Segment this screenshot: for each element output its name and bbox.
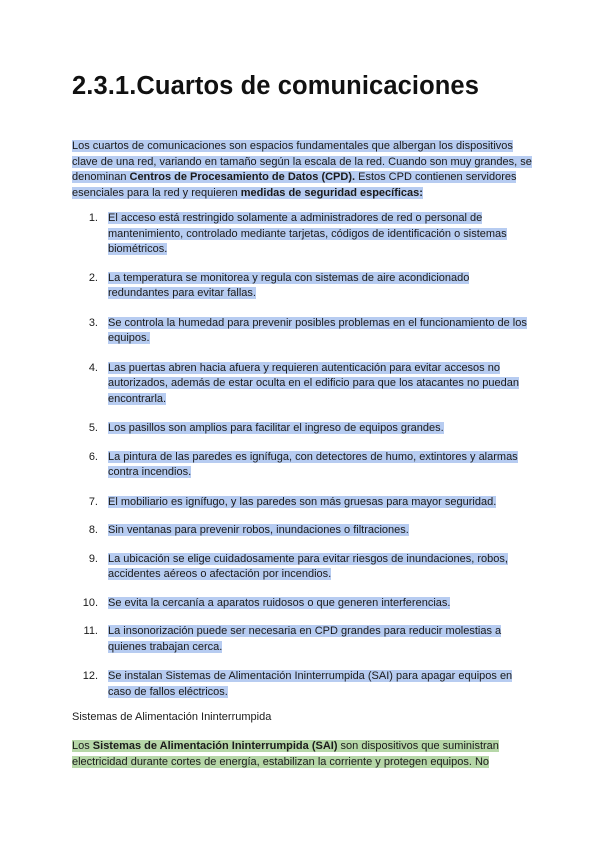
list-item [72,669,532,700]
list-item-text: Se controla la humedad para prevenir posibles problemas en el funcionamiento de los equipos. [108,316,527,344]
sai-text-2: son dispositivos que suministran electricidad durante cortes de energía, estabilizan la corriente y protegen equipos. No [72,740,499,768]
list-item-number: 10. [82,596,98,609]
list-item-text: La insonorización puede ser necesaria en CPD grandes para reducir molestias a quienes trabajan cerca. [108,625,502,653]
list-item-text: La ubicación se elige cuidadosamente para evitar riesgos de inundaciones, robos, accidentes aéreos o afectación por incendios. [108,552,508,580]
list-item [72,495,532,511]
list-item-text: El acceso está restringido solamente a administradores de red o personal de mantenimiento, controlado mediante tarjetas, códigos de identificación o sistemas biométricos. [108,212,507,255]
list-item-text: La temperatura se monitorea y regula con sistemas de aire acondicionado redundantes para evitar fallas. [108,271,470,299]
list-item-number: 5. [88,422,98,434]
list-item [72,596,532,612]
list-item-text: Se evita la cercanía a aparatos ruidosos o que generen interferencias. [108,596,451,609]
list-item [72,624,532,655]
intro-bold-measures: medidas de seguridad específicas: [240,186,423,199]
sai-text-1: Los [72,740,93,752]
sai-subheading: Sistemas de Alimentación Ininterrumpida [72,711,272,723]
sai-paragraph [72,739,532,770]
security-measures-list [72,211,532,700]
list-item-text: Sin ventanas para prevenir robos, inundaciones o filtraciones. [108,524,409,536]
list-item-text: Se instalan Sistemas de Alimentación Ininterrumpida (SAI) para apagar equipos en caso de fallos eléctricos. [108,670,513,698]
list-item [72,450,532,481]
list-item [72,361,532,408]
list-item-number: 6. [88,450,98,463]
intro-paragraph [72,139,532,201]
list-item [72,421,532,437]
list-item-text: Las puertas abren hacia afuera y requieren autenticación para evitar accesos no autorizados, además de estar oculta en el edificio para que los atacantes no puedan encontrarla. [108,361,519,405]
list-item [72,523,532,539]
intro-bold-cpd: Centros de Procesamiento de Datos (CPD). [129,171,356,183]
list-item-number: 12. [82,670,98,682]
list-item-number: 1. [88,212,98,224]
list-item-number: 8. [88,524,98,536]
list-item-text: Los pasillos son amplios para facilitar el ingreso de equipos grandes. [108,422,444,434]
intro-text-2: Estos CPD contienen servidores esenciales para la red y requieren [72,171,517,199]
list-item [72,316,532,347]
section-heading: 2.3.1.Cuartos de comunicaciones [72,72,479,100]
list-item [72,211,532,258]
list-item-number: 2. [88,271,98,284]
sai-bold-term: Sistemas de Alimentación Ininterrumpida (SAI) [92,740,338,752]
list-item-number: 3. [88,316,98,329]
list-item-number: 7. [88,495,98,508]
list-item-text: La pintura de las paredes es ignífuga, con detectores de humo, extintores y alarmas contra incendios. [108,450,518,478]
intro-text-1: Los cuartos de comunicaciones son espacios fundamentales que albergan los dispositivos clave de una red, variando en tamaño según la escala de la red. Cuando son muy grandes, se denominan [72,140,532,183]
list-item [72,552,532,583]
list-item-number: 4. [88,361,98,374]
list-item [72,271,532,302]
list-item-text: El mobiliario es ignífugo, y las paredes son más gruesas para mayor seguridad. [108,495,497,508]
list-item-number: 11. [83,625,98,637]
list-item-number: 9. [88,552,98,565]
